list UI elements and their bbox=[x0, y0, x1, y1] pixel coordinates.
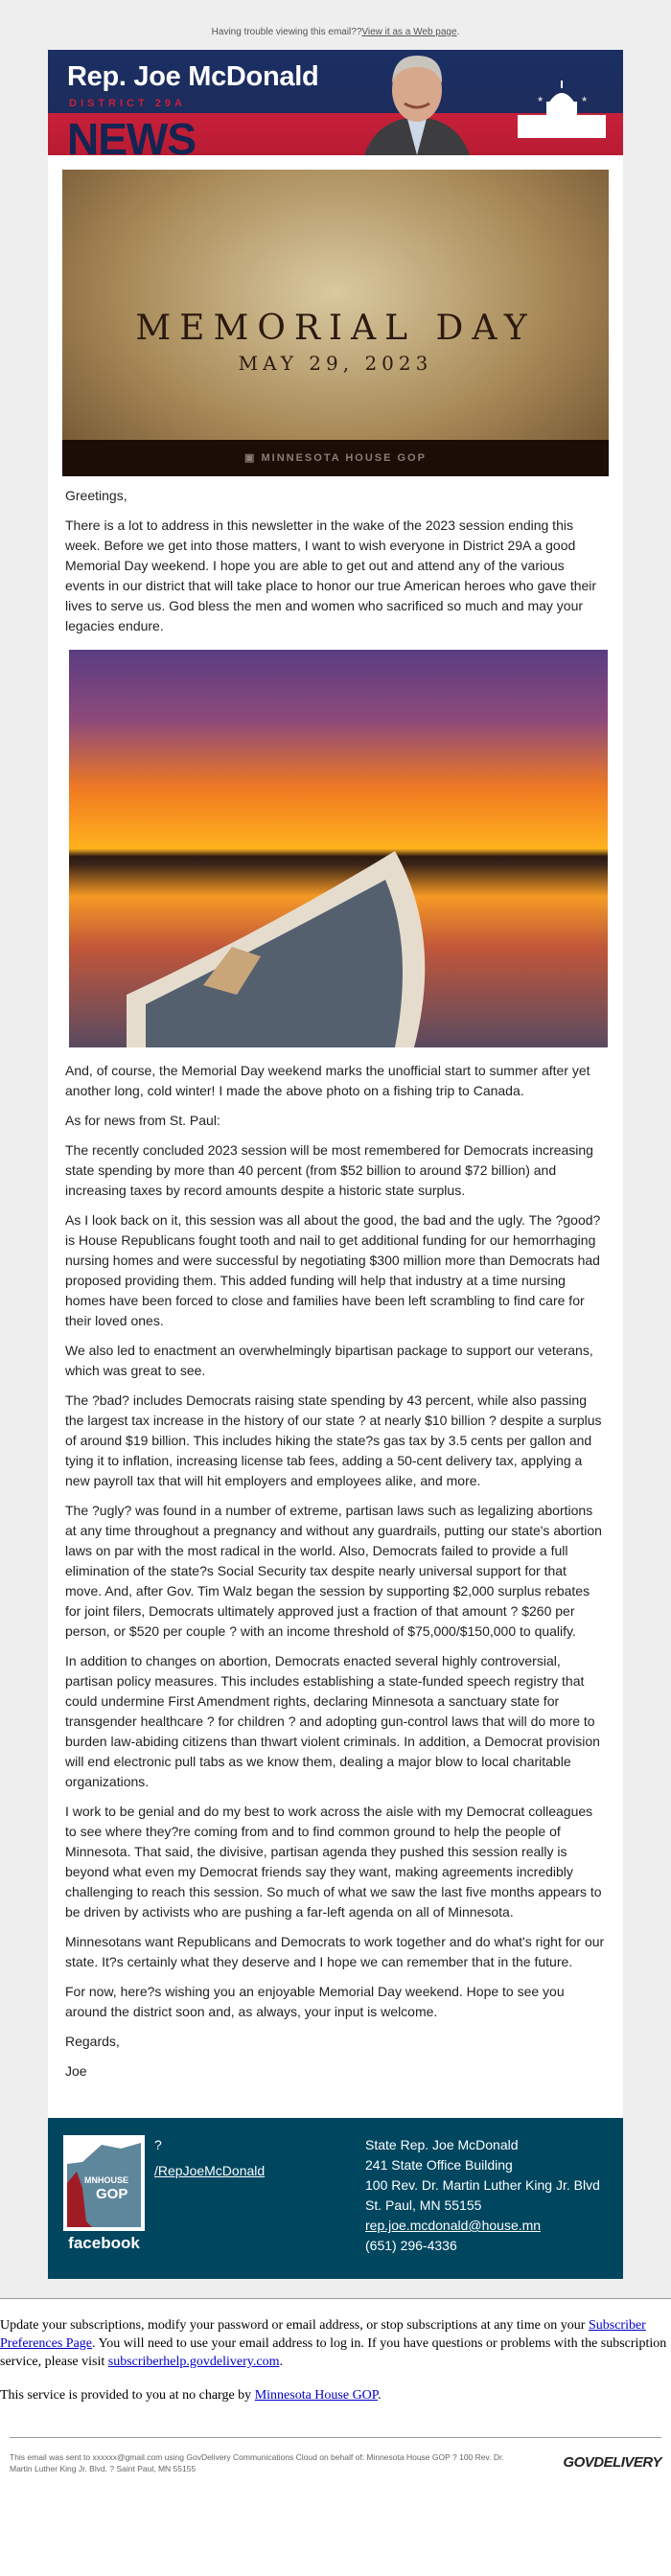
paragraph: The ?bad? includes Democrats raising state spending by 43 percent, while also passing the largest tax increase in the history of our state ? at nearly $10 billion ? despite a surplus of around $19 billion. This includes hiking the state?s gas tax by 3.5 cents per gallon and tying it to inflation, increasing license tab fees, adding a 50-cent delivery tax, applying a new payroll tax that will hit employers and employees alike, and more. bbox=[65, 1392, 602, 1488]
hero-date: MAY 29, 2023 bbox=[238, 352, 433, 375]
org-logo-icon: ▣ bbox=[244, 452, 262, 464]
memorial-day-image bbox=[62, 170, 609, 476]
hero-title: MEMORIAL DAY bbox=[135, 309, 536, 348]
sunset-canoe-photo bbox=[69, 650, 608, 1047]
paragraph: The recently concluded 2023 session will be most remembered for Democrats increasing state spending by more than 40 percent (from $52 billion to around $72 billion) and increasing taxes by record amounts despite a historic state surplus. bbox=[65, 1142, 593, 1198]
view-web-page-link[interactable]: View it as a Web page bbox=[361, 27, 457, 37]
address-line: State Rep. Joe McDonald bbox=[365, 2137, 519, 2152]
svg-text:★: ★ bbox=[537, 95, 544, 104]
paragraph: There is a lot to address in this newsletter in the wake of the 2023 session ending this week. Before we get into those matters, I want to wish everyone in District 29A a good Memorial Day weekend. I hope you are able to get out and attend any of the various events in our district that will take place to honor our true American heroes who gave their lives to serve us. God bless the men and women who sacrificed so much and may your legacies endure. bbox=[65, 518, 597, 633]
legal-text: Update your subscriptions, modify your password or email address, or stop subscriptions at any time on your bbox=[0, 2318, 589, 2333]
paragraph: The ?ugly? was found in a number of extreme, partisan laws such as legalizing abortions at any time throughout a pregnancy and without any guardrails, putting our state's abortion laws on par with the most radical in the world. Also, Democrats failed to provide a full elimination of the state?s Social Security tax despite nearly universal support for that move. And, after Gov. Tim Walz began the session by supporting $2,000 surplus rebates for joint filers, Democrats ultimately approved just a fraction of that amount ? $260 per person, or $520 per couple ? with an income threshold of $75,000/$150,000 to qualify. bbox=[65, 1503, 602, 1639]
logo-mnhouse: MNHOUSE bbox=[84, 2175, 129, 2185]
legal-text: . bbox=[279, 2355, 283, 2369]
news-label: NEWS bbox=[67, 114, 196, 155]
district-label: DISTRICT 29A bbox=[69, 98, 186, 109]
greeting: Greetings, bbox=[65, 488, 127, 503]
subscriber-help-link[interactable]: subscriberhelp.govdelivery.com bbox=[107, 2355, 280, 2369]
sender-text: This email was sent to xxxxxx@gmail.com using GovDelivery Communications Cloud on behalf of: Minnesota House GOP ? 100 Rev. Dr. Martin Luther King Jr. Blvd. ? Saint Paul, MN 55155 bbox=[10, 2452, 504, 2473]
service-paragraph bbox=[0, 2386, 671, 2404]
paragraph: I work to be genial and do my best to work across the aisle with my Democrat colleagues to see where they?re coming from and to find common ground to help the people of Minnesota. That said, the divisive, partisan agenda they pushed this session really is beyond what even my Democrat friends say they want, making agreements incredibly challenging to reach this session. So much of what we saw the last five months appears to be driven by activists who are pushing a far-left agenda on all of Minnesota. bbox=[65, 1804, 602, 1920]
paragraph: We also led to enactment an overwhelmingly bipartisan package to support our veterans, which was great to see. bbox=[65, 1343, 593, 1378]
logo-gop: GOP bbox=[96, 2186, 128, 2202]
paragraph: Minnesotans want Republicans and Democrats to work together and do what's right for our state. It?s certainly what they deserve and I hope we can remember that in the future. bbox=[65, 1934, 605, 1969]
rep-portrait bbox=[355, 50, 479, 155]
question-mark: ? bbox=[154, 2137, 162, 2152]
canoe-graphic bbox=[127, 851, 452, 1047]
legal-text: This service is provided to you at no charge by bbox=[0, 2388, 255, 2403]
punctuation: . bbox=[456, 27, 460, 37]
newsletter-body bbox=[48, 476, 623, 2118]
subscriber-preferences-link[interactable]: Subscriber Preferences Page bbox=[0, 2318, 646, 2351]
rep-name: Rep. Joe McDonald bbox=[67, 61, 319, 92]
social-block bbox=[154, 2135, 365, 2256]
minnesota-house-gop-link[interactable]: Minnesota House GOP bbox=[254, 2388, 379, 2403]
svg-text:★: ★ bbox=[581, 95, 589, 104]
subscription-paragraph bbox=[0, 2316, 671, 2371]
facebook-wordmark: facebook bbox=[68, 2234, 140, 2252]
paragraph: For now, here?s wishing you an enjoyable Memorial Day weekend. Hope to see you around the district soon and, as always, your input is welcome. bbox=[65, 1984, 565, 2019]
mn-house-gop-logo bbox=[63, 2135, 145, 2231]
paragraph: As I look back on it, this session was all about the good, the bad and the ugly. The ?good? is House Republicans fought tooth and nail to get additional funding for our hemorrhaging nursing homes and were successful by negotiating $300 million more than Democrats had proposed providing them. This added funding will help that industry at a time nursing homes have been forced to close and families have been left scrambling to find care for their loved ones. bbox=[65, 1212, 601, 1328]
govdelivery-logo[interactable]: GOVDELIVERY bbox=[563, 2454, 661, 2471]
legal-text: . bbox=[378, 2388, 382, 2403]
paragraph: In addition to changes on abortion, Democrats enacted several highly controversial, partisan policy measures. This includes establishing a state-funded speech registry that could undermine First Amendment rights, declaring Minnesota a sanctuary state for transgender healthcare ? for children ? and adopting gun-control laws that will do more to burden law-abiding citizens than thwart violent criminals. In addition, a Democrat provision will end electronic pull tabs as we know them, dealing a major blow to local charitable organizations. bbox=[65, 1653, 600, 1789]
address-line: 241 State Office Building bbox=[365, 2157, 513, 2173]
facebook-handle-link[interactable]: /RepJoeMcDonald bbox=[154, 2163, 266, 2178]
office-address bbox=[365, 2135, 608, 2256]
minnesota-map-icon bbox=[63, 2135, 145, 2231]
contact-footer bbox=[48, 2118, 623, 2279]
legal-text: . You will need to use your email address to log in. If you have questions or problems with the subscription service, please visit bbox=[0, 2336, 667, 2369]
capitol-icon bbox=[518, 80, 606, 138]
preheader bbox=[0, 27, 671, 42]
sender-footer bbox=[10, 2437, 661, 2494]
preheader-text: Having trouble viewing this email?? bbox=[211, 27, 362, 37]
address-line: St. Paul, MN 55155 bbox=[365, 2197, 482, 2213]
paragraph: And, of course, the Memorial Day weekend marks the unofficial start to summer after yet another long, cold winter! I made the above photo on a fishing trip to Canada. bbox=[65, 1063, 590, 1098]
hero-org: MINNESOTA HOUSE GOP bbox=[261, 452, 427, 464]
facebook-link-block[interactable] bbox=[63, 2135, 145, 2256]
email-container bbox=[48, 50, 623, 2279]
header-banner bbox=[48, 50, 623, 155]
hero-org-strip bbox=[62, 440, 609, 476]
address-line: 100 Rev. Dr. Martin Luther King Jr. Blvd bbox=[365, 2177, 600, 2193]
sign-off: Regards, bbox=[65, 2034, 120, 2049]
signature: Joe bbox=[65, 2063, 87, 2079]
email-link[interactable]: rep.joe.mcdonald@house.mn bbox=[365, 2218, 542, 2233]
paragraph: As for news from St. Paul: bbox=[65, 1113, 220, 1128]
phone-number: (651) 296-4336 bbox=[365, 2238, 457, 2253]
subscription-notice bbox=[0, 2298, 671, 2404]
